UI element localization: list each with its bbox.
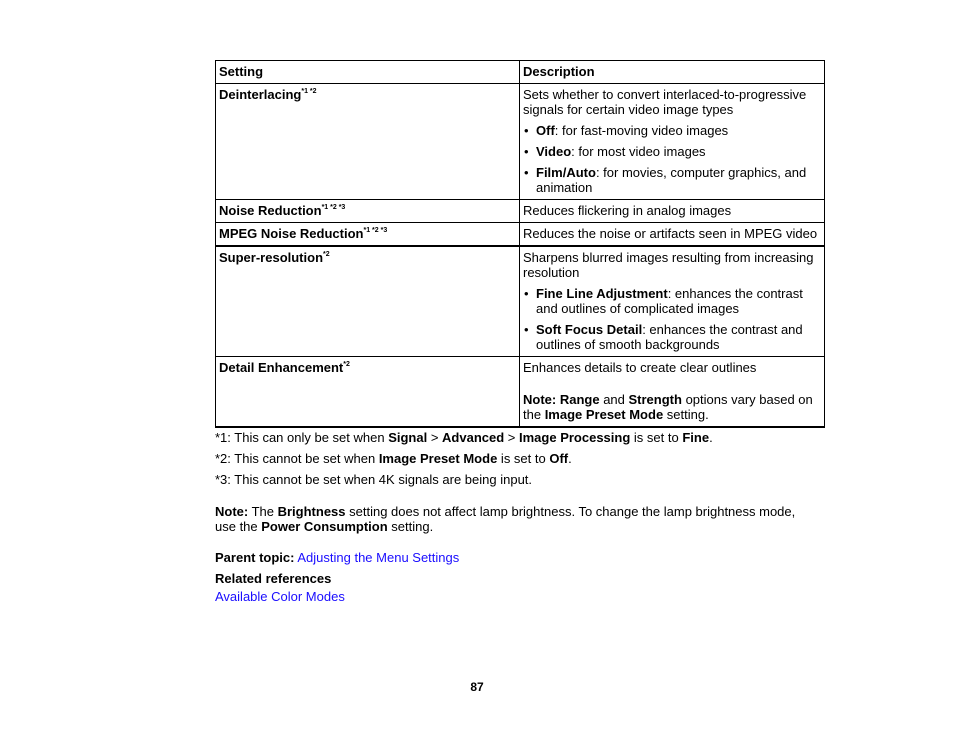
setting-name-cell — [216, 357, 520, 428]
note-label: Note: — [523, 392, 557, 407]
settings-table — [215, 60, 825, 428]
header-description: Description — [520, 61, 825, 84]
footnote-3: *3: This cannot be set when 4K signals are being input. — [215, 472, 533, 487]
table-row-mpeg-noise-reduction — [216, 223, 825, 247]
setting-description: Sets whether to convert interlaced-to-progressive signals for certain video image types — [523, 87, 807, 117]
note-label: Note: — [215, 504, 249, 519]
setting-name: Noise Reduction — [219, 203, 322, 218]
setting-description-cell — [520, 246, 825, 357]
note-text: setting. — [663, 407, 709, 422]
option-term: Fine Line Adjustment — [536, 286, 668, 301]
footnote-ref: *1 *2 *3 — [363, 227, 388, 234]
setting-description: Enhances details to create clear outlines — [523, 360, 757, 375]
available-color-modes-link[interactable]: Available Color Modes — [215, 589, 345, 604]
footnote-ref: *2 — [343, 361, 350, 368]
page-number: 87 — [470, 680, 484, 694]
option-term: Soft Focus Detail — [536, 322, 643, 337]
footnotes — [215, 430, 835, 493]
setting-name: Deinterlacing — [219, 87, 302, 102]
option-text: : for fast-moving video images — [554, 123, 729, 138]
setting-description: Sharpens blurred images resulting from increasing resolution — [523, 250, 814, 280]
setting-name-cell — [216, 246, 520, 357]
setting-name-cell — [216, 223, 520, 247]
list-item — [523, 123, 821, 138]
setting-name-cell — [216, 84, 520, 200]
table-header-row — [216, 61, 825, 84]
parent-topic-label: Parent topic: — [215, 550, 295, 565]
brightness-note: Note: The Brightness setting does not affect lamp brightness. To change the lamp brightness mode, use the Power Consumption setting. — [215, 504, 796, 534]
parent-topic-link[interactable]: Adjusting the Menu Settings — [297, 550, 460, 565]
list-item — [523, 144, 821, 159]
related-references-heading: Related references — [215, 571, 332, 586]
option-text: : for movies, computer graphics, and animation — [536, 165, 807, 195]
option-text: : for most video images — [571, 144, 706, 159]
footnote-ref: *2 — [323, 251, 330, 258]
setting-description: Reduces flickering in analog images — [520, 200, 825, 223]
footnote-ref: *1 *2 *3 — [321, 204, 346, 211]
option-term: Video — [536, 144, 572, 159]
setting-name: MPEG Noise Reduction — [219, 226, 364, 241]
note-text: and — [599, 392, 629, 407]
table-row-super-resolution — [216, 246, 825, 357]
table-row-deinterlacing — [216, 84, 825, 200]
setting-name: Detail Enhancement — [219, 360, 344, 375]
setting-description-cell — [520, 357, 825, 428]
list-item — [523, 286, 821, 316]
footnote-ref: *1 *2 — [301, 88, 317, 95]
setting-name-cell — [216, 200, 520, 223]
note-term-preset-mode: Image Preset Mode — [544, 407, 664, 422]
header-setting: Setting — [216, 61, 520, 84]
option-text: : enhances the contrast and outlines of smooth backgrounds — [536, 322, 803, 352]
related-reference-item — [215, 589, 345, 604]
option-term: Off — [536, 123, 555, 138]
option-term: Film/Auto — [536, 165, 596, 180]
parent-topic — [215, 550, 459, 565]
table-row-detail-enhancement — [216, 357, 825, 428]
note-term-range: Range — [559, 392, 600, 407]
list-item — [523, 322, 821, 352]
setting-description-cell — [520, 84, 825, 200]
option-list — [523, 286, 821, 352]
list-item — [523, 165, 821, 195]
setting-description: Reduces the noise or artifacts seen in MPEG video — [520, 223, 825, 247]
setting-name: Super-resolution — [219, 250, 324, 265]
note-term-strength: Strength — [628, 392, 682, 407]
note-text: options vary based on the — [523, 392, 813, 422]
footnote-1: *1: This can only be set when Signal > Advanced > Image Processing is set to Fine. — [215, 430, 713, 445]
option-text: : enhances the contrast and outlines of complicated images — [536, 286, 803, 316]
table-row-noise-reduction — [216, 200, 825, 223]
option-list — [523, 123, 821, 195]
detail-note — [523, 392, 821, 422]
footnote-2: *2: This cannot be set when Image Preset Mode is set to Off. — [215, 451, 572, 466]
